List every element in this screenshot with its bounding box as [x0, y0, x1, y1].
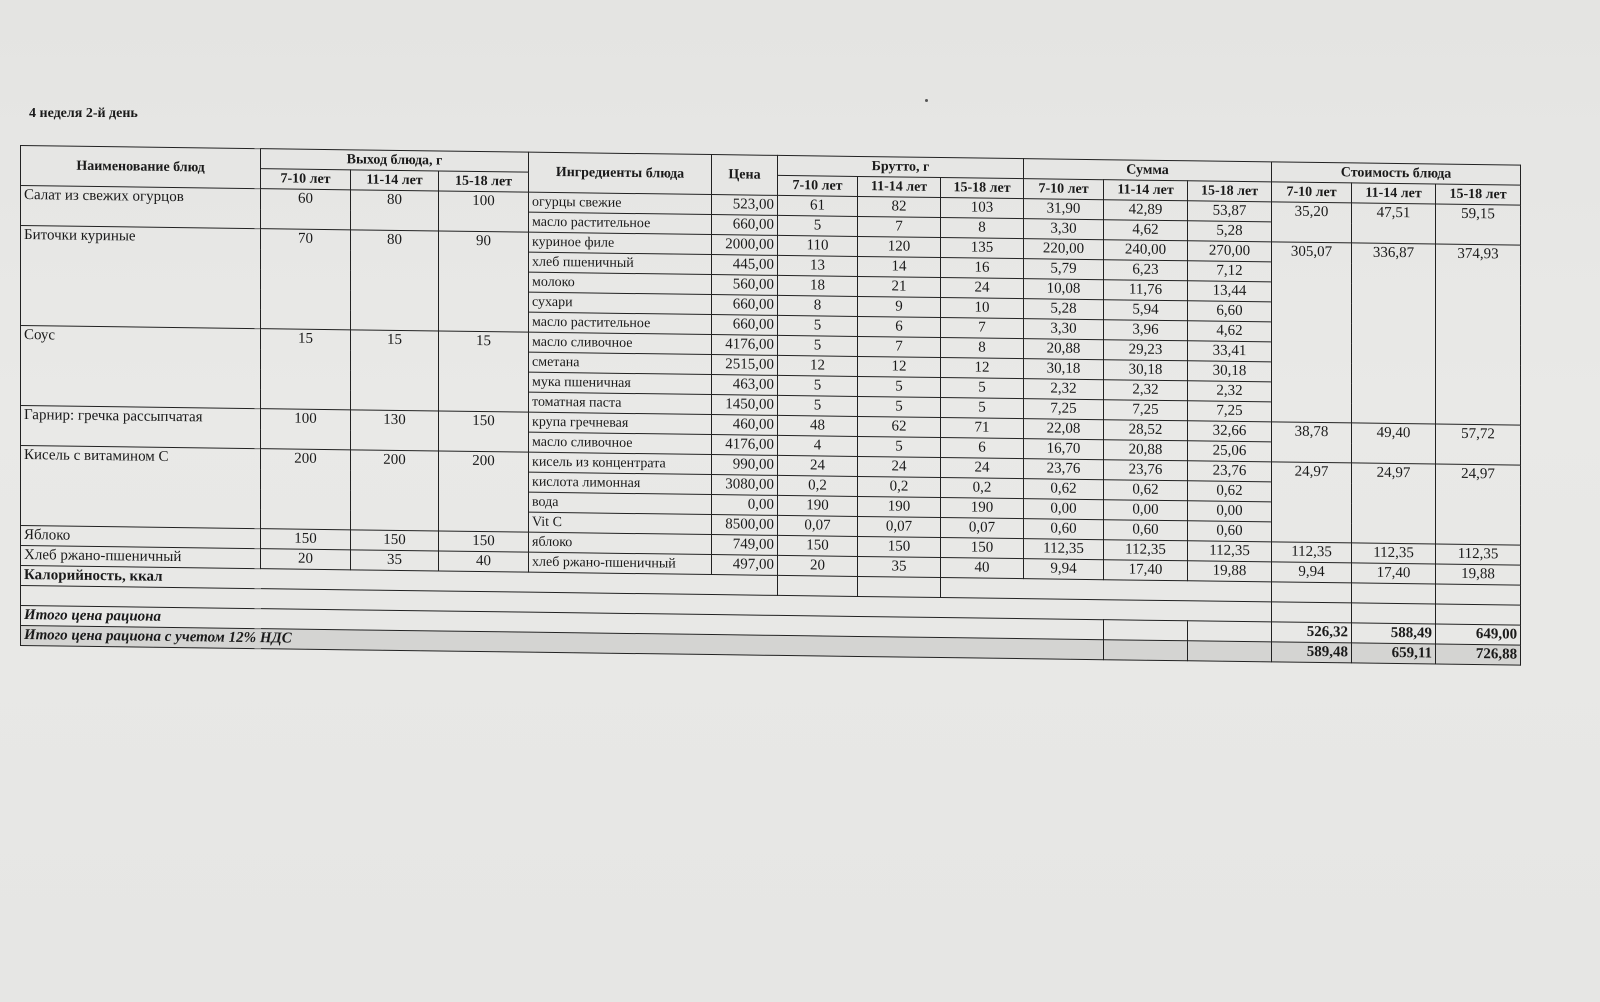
brutto-value: 0,07 [941, 518, 1024, 539]
brutto-value: 8 [941, 218, 1024, 239]
sum-value: 33,41 [1188, 341, 1272, 362]
ingredient-name: хлеб ржано-пшеничный [529, 552, 712, 574]
dish-yield: 40 [439, 551, 529, 572]
brutto-value: 40 [941, 558, 1024, 579]
calories-cell [778, 575, 858, 596]
ingredient-price: 560,00 [712, 275, 778, 296]
brutto-value: 24 [778, 455, 858, 476]
dish-cost: 47,51 [1352, 203, 1436, 244]
ingredient-price: 445,00 [712, 255, 778, 276]
brutto-value: 6 [858, 316, 941, 337]
brutto-value: 4 [778, 435, 858, 456]
dish-cost: 336,87 [1352, 243, 1436, 424]
brutto-value: 190 [778, 495, 858, 516]
dish-cost: 9,94 [1272, 562, 1352, 583]
sum-value: 53,87 [1188, 201, 1272, 222]
ingredient-price: 497,00 [712, 555, 778, 576]
sum-value: 0,62 [1104, 480, 1188, 501]
sum-value: 16,70 [1024, 439, 1104, 460]
header-sum: Сумма [1024, 159, 1272, 182]
brutto-value: 7 [941, 318, 1024, 339]
sum-value: 0,00 [1188, 501, 1272, 522]
ingredient-price: 0,00 [712, 495, 778, 516]
total-vat-value: 659,11 [1352, 643, 1436, 664]
blank-cell [1352, 603, 1436, 624]
speck [925, 99, 928, 102]
dish-cost: 24,97 [1272, 462, 1352, 543]
dish-yield: 90 [439, 231, 529, 332]
header-age: 15-18 лет [1188, 181, 1272, 202]
dish-name: Хлеб ржано-пшеничный [21, 546, 261, 569]
menu-cost-table [20, 145, 1521, 666]
sum-value: 20,88 [1104, 440, 1188, 461]
sum-value: 13,44 [1188, 281, 1272, 302]
header-cost: Стоимость блюда [1272, 162, 1521, 185]
brutto-value: 62 [858, 416, 941, 437]
header-age: 11-14 лет [1104, 180, 1188, 201]
dish-cost: 19,88 [1436, 564, 1521, 585]
ingredient-price: 8500,00 [712, 515, 778, 536]
dish-cost: 112,35 [1272, 542, 1352, 563]
dish-name: Яблоко [21, 526, 261, 549]
brutto-value: 5 [858, 376, 941, 397]
dish-yield: 70 [261, 229, 351, 330]
sum-value: 22,08 [1024, 419, 1104, 440]
sum-value: 32,66 [1188, 421, 1272, 442]
total-empty [1188, 641, 1272, 662]
ingredient-name: вода [529, 492, 712, 514]
ingredient-name: сухари [529, 292, 712, 314]
sum-value: 3,30 [1024, 319, 1104, 340]
sum-value: 5,94 [1104, 300, 1188, 321]
dish-cost: 35,20 [1272, 202, 1352, 243]
document-title: 4 неделя 2-й день [29, 106, 138, 121]
brutto-value: 5 [778, 335, 858, 356]
header-age: 15-18 лет [1436, 184, 1521, 205]
brutto-value: 8 [778, 295, 858, 316]
header-price: Цена [712, 155, 778, 196]
sum-value: 220,00 [1024, 239, 1104, 260]
header-age: 7-10 лет [1272, 182, 1352, 203]
sum-value: 5,28 [1024, 299, 1104, 320]
sum-value: 112,35 [1104, 540, 1188, 561]
header-age: 15-18 лет [941, 178, 1024, 199]
brutto-value: 5 [778, 395, 858, 416]
dish-yield: 150 [261, 529, 351, 550]
ingredient-name: масло сливочное [529, 432, 712, 454]
ingredient-name: яблоко [529, 532, 712, 554]
ingredient-price: 2515,00 [712, 355, 778, 376]
brutto-value: 5 [858, 396, 941, 417]
brutto-value: 135 [941, 238, 1024, 259]
total-empty [1104, 640, 1188, 661]
sum-value: 7,25 [1104, 400, 1188, 421]
dish-cost: 112,35 [1352, 543, 1436, 564]
sum-value: 270,00 [1188, 241, 1272, 262]
brutto-value: 0,2 [858, 476, 941, 497]
dish-cost: 374,93 [1436, 244, 1521, 425]
ingredient-name: хлеб пшеничный [529, 252, 712, 274]
brutto-value: 0,07 [858, 516, 941, 537]
total-empty [1104, 620, 1188, 641]
dish-yield: 150 [439, 531, 529, 552]
dish-cost: 305,07 [1272, 242, 1352, 423]
brutto-value: 10 [941, 298, 1024, 319]
ingredient-price: 3080,00 [712, 475, 778, 496]
ingredient-price: 990,00 [712, 455, 778, 476]
brutto-value: 190 [858, 496, 941, 517]
ingredient-price: 749,00 [712, 535, 778, 556]
sum-value: 23,76 [1188, 461, 1272, 482]
header-dish: Наименование блюд [21, 146, 261, 189]
ingredient-price: 660,00 [712, 215, 778, 236]
dish-cost: 24,97 [1436, 464, 1521, 545]
sum-value: 0,00 [1104, 500, 1188, 521]
ingredient-price: 2000,00 [712, 235, 778, 256]
brutto-value: 24 [941, 458, 1024, 479]
blank-cell [1436, 604, 1521, 625]
dish-yield: 130 [351, 410, 439, 451]
total-label: Итого цена рациона [21, 606, 1104, 640]
total-vat-value: 726,88 [1436, 644, 1521, 665]
ingredient-name: огурцы свежие [529, 192, 712, 214]
sum-value: 20,88 [1024, 339, 1104, 360]
brutto-value: 150 [858, 536, 941, 557]
header-brutto: Брутто, г [778, 155, 1024, 178]
ingredient-name: куриное филе [529, 232, 712, 254]
calories-cell [1352, 583, 1436, 604]
dish-yield: 15 [351, 330, 439, 411]
dish-name: Салат из свежих огурцов [21, 186, 261, 229]
dish-yield: 200 [261, 449, 351, 530]
sum-value: 6,23 [1104, 260, 1188, 281]
calories-cell [1436, 584, 1521, 605]
header-age: 7-10 лет [261, 169, 351, 190]
sum-value: 19,88 [1188, 561, 1272, 582]
brutto-value: 82 [858, 196, 941, 217]
ingredient-name: сметана [529, 352, 712, 374]
sum-value: 0,60 [1188, 521, 1272, 542]
sum-value: 7,12 [1188, 261, 1272, 282]
brutto-value: 12 [858, 356, 941, 377]
brutto-value: 0,2 [941, 478, 1024, 499]
dish-cost: 38,78 [1272, 422, 1352, 463]
brutto-value: 14 [858, 256, 941, 277]
sum-value: 25,06 [1188, 441, 1272, 462]
total-empty [1188, 621, 1272, 642]
sum-value: 2,32 [1104, 380, 1188, 401]
sum-value: 112,35 [1188, 541, 1272, 562]
sum-value: 9,94 [1024, 559, 1104, 580]
ingredient-name: крупа гречневая [529, 412, 712, 434]
dish-name: Биточки куриные [21, 226, 261, 329]
header-age: 15-18 лет [439, 171, 529, 192]
ingredient-price: 660,00 [712, 315, 778, 336]
brutto-value: 120 [858, 236, 941, 257]
total-vat-value: 589,48 [1272, 642, 1352, 663]
ingredient-name: масло растительное [529, 212, 712, 234]
dish-yield: 15 [261, 329, 351, 410]
sum-value: 30,18 [1104, 360, 1188, 381]
brutto-value: 16 [941, 258, 1024, 279]
brutto-value: 150 [941, 538, 1024, 559]
ingredient-name: кислота лимонная [529, 472, 712, 494]
dish-name: Гарнир: гречка рассыпчатая [21, 406, 261, 449]
dish-cost: 24,97 [1352, 463, 1436, 544]
brutto-value: 190 [941, 498, 1024, 519]
sum-value: 28,52 [1104, 420, 1188, 441]
calories-label: Калорийность, ккал [21, 566, 778, 596]
header-age: 11-14 лет [858, 176, 941, 197]
sum-value: 6,60 [1188, 301, 1272, 322]
sum-value: 0,00 [1024, 499, 1104, 520]
brutto-value: 150 [778, 535, 858, 556]
ingredient-price: 460,00 [712, 415, 778, 436]
sum-value: 0,62 [1188, 481, 1272, 502]
brutto-value: 24 [941, 278, 1024, 299]
sum-value: 5,28 [1188, 221, 1272, 242]
dish-cost: 49,40 [1352, 423, 1436, 464]
ingredient-name: мука пшеничная [529, 372, 712, 394]
sum-value: 29,23 [1104, 340, 1188, 361]
blank-cell [1272, 602, 1352, 623]
ingredient-name: молоко [529, 272, 712, 294]
brutto-value: 12 [778, 355, 858, 376]
header-age: 11-14 лет [351, 170, 439, 191]
sum-value: 2,32 [1188, 381, 1272, 402]
ingredient-price: 523,00 [712, 195, 778, 216]
brutto-value: 5 [778, 315, 858, 336]
dish-yield: 200 [439, 451, 529, 532]
sum-value: 7,25 [1188, 401, 1272, 422]
sum-value: 5,79 [1024, 259, 1104, 280]
sum-value: 23,76 [1104, 460, 1188, 481]
sum-value: 30,18 [1024, 359, 1104, 380]
total-value: 588,49 [1352, 623, 1436, 644]
header-age: 7-10 лет [778, 175, 858, 196]
sum-value: 240,00 [1104, 240, 1188, 261]
ingredient-price: 1450,00 [712, 395, 778, 416]
header-yield: Выход блюда, г [261, 149, 529, 173]
sum-value: 7,25 [1024, 399, 1104, 420]
brutto-value: 5 [941, 398, 1024, 419]
dish-yield: 100 [439, 191, 529, 232]
brutto-value: 71 [941, 418, 1024, 439]
sum-value: 0,62 [1024, 479, 1104, 500]
header-age: 7-10 лет [1024, 179, 1104, 200]
brutto-value: 0,07 [778, 515, 858, 536]
sum-value: 30,18 [1188, 361, 1272, 382]
dish-yield: 200 [351, 450, 439, 531]
sum-value: 42,89 [1104, 200, 1188, 221]
brutto-value: 21 [858, 276, 941, 297]
ingredient-name: Vit C [529, 512, 712, 534]
sum-value: 3,30 [1024, 219, 1104, 240]
sum-value: 11,76 [1104, 280, 1188, 301]
table-body [21, 186, 1521, 666]
brutto-value: 61 [778, 195, 858, 216]
sum-value: 2,32 [1024, 379, 1104, 400]
brutto-value: 5 [778, 375, 858, 396]
dish-name: Соус [21, 326, 261, 409]
total-value: 649,00 [1436, 624, 1521, 645]
dish-yield: 20 [261, 549, 351, 570]
ingredient-name: масло сливочное [529, 332, 712, 354]
dish-yield: 15 [439, 331, 529, 412]
dish-yield: 35 [351, 550, 439, 571]
ingredient-price: 4176,00 [712, 335, 778, 356]
sum-value: 23,76 [1024, 459, 1104, 480]
brutto-value: 5 [941, 378, 1024, 399]
brutto-value: 48 [778, 415, 858, 436]
calories-cell [1272, 582, 1352, 603]
brutto-value: 5 [778, 215, 858, 236]
ingredient-name: кисель из концентрата [529, 452, 712, 474]
dish-cost: 17,40 [1352, 563, 1436, 584]
dish-cost: 59,15 [1436, 204, 1521, 245]
dish-name: Кисель с витамином С [21, 446, 261, 529]
sum-value: 31,90 [1024, 199, 1104, 220]
brutto-value: 0,2 [778, 475, 858, 496]
sum-value: 0,60 [1024, 519, 1104, 540]
total-value: 526,32 [1272, 622, 1352, 643]
dish-yield: 80 [351, 230, 439, 331]
brutto-value: 9 [858, 296, 941, 317]
sum-value: 4,62 [1188, 321, 1272, 342]
dish-yield: 80 [351, 190, 439, 231]
sum-value: 3,96 [1104, 320, 1188, 341]
brutto-value: 35 [858, 556, 941, 577]
brutto-value: 6 [941, 438, 1024, 459]
ingredient-price: 463,00 [712, 375, 778, 396]
ingredient-name: томатная паста [529, 392, 712, 414]
dish-yield: 100 [261, 409, 351, 450]
total-vat-label: Итого цена рациона с учетом 12% НДС [21, 626, 1104, 660]
brutto-value: 110 [778, 235, 858, 256]
brutto-value: 13 [778, 255, 858, 276]
ingredient-price: 4176,00 [712, 435, 778, 456]
sum-value: 10,08 [1024, 279, 1104, 300]
dish-yield: 150 [351, 530, 439, 551]
dish-cost: 112,35 [1436, 544, 1521, 565]
dish-yield: 150 [439, 411, 529, 452]
brutto-value: 5 [858, 436, 941, 457]
ingredient-name: масло растительное [529, 312, 712, 334]
brutto-value: 8 [941, 338, 1024, 359]
calories-cell [858, 576, 941, 597]
header-ingredients: Ингредиенты блюда [529, 152, 712, 194]
ingredient-price: 660,00 [712, 295, 778, 316]
brutto-value: 7 [858, 216, 941, 237]
brutto-value: 24 [858, 456, 941, 477]
sum-value: 0,60 [1104, 520, 1188, 541]
brutto-value: 12 [941, 358, 1024, 379]
brutto-value: 20 [778, 555, 858, 576]
header-age: 11-14 лет [1352, 183, 1436, 204]
brutto-value: 7 [858, 336, 941, 357]
sum-value: 17,40 [1104, 560, 1188, 581]
dish-cost: 57,72 [1436, 424, 1521, 465]
sum-value: 4,62 [1104, 220, 1188, 241]
brutto-value: 103 [941, 198, 1024, 219]
brutto-value: 18 [778, 275, 858, 296]
dish-yield: 60 [261, 189, 351, 230]
sum-value: 112,35 [1024, 539, 1104, 560]
